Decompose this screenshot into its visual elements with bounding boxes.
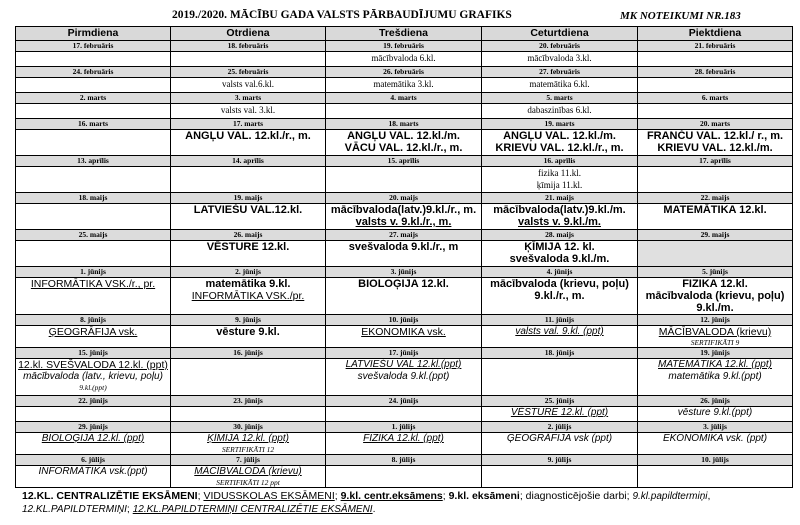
date-row bbox=[16, 396, 793, 407]
exam-cell bbox=[171, 278, 326, 315]
legend-line-2 bbox=[22, 503, 792, 516]
exam-row bbox=[16, 130, 793, 156]
exam-entry: matemātika 9.kl.(ppt) bbox=[668, 371, 762, 382]
exam-cell bbox=[326, 78, 482, 93]
legend-item: . bbox=[372, 503, 376, 515]
exam-cell bbox=[171, 167, 326, 193]
date-cell: 30. jūnijs bbox=[171, 422, 326, 433]
date-cell: 6. jūlijs bbox=[16, 455, 171, 466]
date-cell: 2. jūlijs bbox=[482, 422, 638, 433]
exam-entry: mācībvaloda (krievu, poļu) bbox=[645, 290, 785, 302]
exam-entry: ķīmija 11.kl. bbox=[536, 180, 583, 190]
exam-cell bbox=[326, 359, 482, 396]
date-cell: 21. maijs bbox=[482, 193, 638, 204]
exam-entry: valsts v. 9.kl./r., m. bbox=[355, 216, 452, 228]
date-cell: 19. februāris bbox=[326, 41, 482, 52]
date-cell: 26. februāris bbox=[326, 67, 482, 78]
exam-row bbox=[16, 204, 793, 230]
legend-item: 12.KL.PAPILDTERMIŅI CENTRALIZĒTIE EKSĀMENI bbox=[132, 504, 373, 515]
exam-cell bbox=[638, 466, 793, 488]
date-cell: 27. maijs bbox=[326, 230, 482, 241]
date-cell: 14. aprīlis bbox=[171, 156, 326, 167]
exam-cell bbox=[326, 204, 482, 230]
date-cell: 17. marts bbox=[171, 119, 326, 130]
legend-item: 9.kl.papildtermiņi bbox=[632, 491, 708, 502]
date-row bbox=[16, 41, 793, 52]
exam-row bbox=[16, 407, 793, 422]
date-cell: 10. jūlijs bbox=[638, 455, 793, 466]
exam-cell bbox=[171, 433, 326, 455]
exam-entry: MATEMĀTIKA 12.kl. (ppt) bbox=[658, 359, 772, 370]
date-cell: 15. jūnijs bbox=[16, 348, 171, 359]
exam-entry: valsts val.6.kl. bbox=[222, 79, 274, 89]
date-cell: 18. marts bbox=[326, 119, 482, 130]
exam-cell bbox=[482, 130, 638, 156]
exam-cell bbox=[482, 407, 638, 422]
exam-cell bbox=[16, 407, 171, 422]
exam-entry: mācībvaloda 3.kl. bbox=[527, 53, 592, 63]
exam-cell bbox=[16, 204, 171, 230]
date-cell: 28. maijs bbox=[482, 230, 638, 241]
exam-entry: FRANČU VAL. 12.kl./ r., m. bbox=[646, 130, 784, 142]
date-row bbox=[16, 267, 793, 278]
exam-entry: matemātika 6.kl. bbox=[529, 79, 590, 89]
weekday-header: Ceturtdiena bbox=[482, 27, 638, 41]
exam-cell bbox=[326, 466, 482, 488]
exam-entry: MĀCĪBVALODA (krievu) bbox=[658, 326, 772, 338]
date-cell: 21. februāris bbox=[638, 41, 793, 52]
exam-entry: mācībvaloda (krievu, poļu) bbox=[490, 278, 629, 290]
exam-cell bbox=[16, 130, 171, 156]
date-cell: 5. jūnijs bbox=[638, 267, 793, 278]
date-row bbox=[16, 119, 793, 130]
exam-entry: FIZIKA 12.kl. bbox=[682, 278, 748, 290]
exam-cell bbox=[326, 104, 482, 119]
date-cell: 12. jūnijs bbox=[638, 315, 793, 326]
date-cell: 24. februāris bbox=[16, 67, 171, 78]
exam-entry: mācībvaloda(latv.)9.kl./m. bbox=[493, 204, 626, 216]
exam-cell bbox=[326, 407, 482, 422]
exam-entry: vēsture 9.kl.(ppt) bbox=[677, 407, 753, 418]
exam-entry: BIOLOĢIJA 12.kl. bbox=[358, 278, 449, 290]
date-cell: 25. februāris bbox=[171, 67, 326, 78]
date-cell: 18. jūnijs bbox=[482, 348, 638, 359]
exam-entry: svešvaloda 9.kl./m. bbox=[509, 253, 610, 265]
date-cell: 1. jūlijs bbox=[326, 422, 482, 433]
exam-cell bbox=[482, 326, 638, 348]
date-row bbox=[16, 315, 793, 326]
weekday-header: Piektdiena bbox=[638, 27, 793, 41]
exam-entry: SERTIFIKĀTI 12 bbox=[221, 445, 275, 454]
exam-cell bbox=[482, 167, 638, 193]
exam-entry: matemātika 9.kl. bbox=[205, 278, 291, 290]
exam-schedule-table bbox=[15, 26, 793, 488]
exam-cell bbox=[638, 433, 793, 455]
exam-cell bbox=[171, 78, 326, 93]
date-cell: 17. jūnijs bbox=[326, 348, 482, 359]
exam-entry: KRIEVU VAL. 12.kl./r., m. bbox=[495, 142, 624, 154]
legend-item: 12.KL. CENTRALIZĒTIE EKSĀMENI bbox=[22, 490, 198, 502]
exam-cell bbox=[638, 204, 793, 230]
date-cell: 3. marts bbox=[171, 93, 326, 104]
date-cell: 23. jūnijs bbox=[171, 396, 326, 407]
exam-cell bbox=[638, 326, 793, 348]
date-cell: 24. jūnijs bbox=[326, 396, 482, 407]
regulation-reference: MK NOTEIKUMI NR.183 bbox=[620, 10, 741, 22]
date-cell: 18. maijs bbox=[16, 193, 171, 204]
exam-entry: matemātika 3.kl. bbox=[373, 79, 434, 89]
date-cell: 3. jūlijs bbox=[638, 422, 793, 433]
exam-cell bbox=[171, 407, 326, 422]
exam-entry: ANGĻU VAL. 12.kl./m. bbox=[347, 130, 460, 142]
date-cell: 17. februāris bbox=[16, 41, 171, 52]
date-cell: 13. aprīlis bbox=[16, 156, 171, 167]
exam-entry: INFORMĀTIKA VSK./r., pr. bbox=[30, 278, 156, 290]
exam-entry: EKONOMIKA vsk. (ppt) bbox=[662, 433, 768, 444]
exam-row bbox=[16, 278, 793, 315]
date-row bbox=[16, 422, 793, 433]
date-cell: 22. maijs bbox=[638, 193, 793, 204]
date-cell: 22. jūnijs bbox=[16, 396, 171, 407]
exam-cell bbox=[482, 466, 638, 488]
exam-entry: FIZIKA 12.kl. (ppt) bbox=[363, 433, 444, 444]
exam-cell bbox=[638, 407, 793, 422]
exam-entry: valsts val. 3.kl. bbox=[220, 105, 276, 115]
exam-cell bbox=[638, 278, 793, 315]
date-cell: 20. maijs bbox=[326, 193, 482, 204]
exam-cell bbox=[482, 104, 638, 119]
exam-cell bbox=[16, 433, 171, 455]
exam-entry: mācībvaloda (latv., krievu, poļu) bbox=[23, 371, 163, 382]
exam-entry: VĒSTURE 12.kl. (ppt) bbox=[510, 407, 609, 418]
date-cell: 15. aprīlis bbox=[326, 156, 482, 167]
exam-cell bbox=[326, 130, 482, 156]
exam-entry: ĶĪMIJA 12.kl. (ppt) bbox=[207, 433, 289, 444]
date-cell: 16. marts bbox=[16, 119, 171, 130]
exam-cell bbox=[638, 130, 793, 156]
legend-item: , bbox=[707, 490, 711, 502]
exam-cell bbox=[482, 204, 638, 230]
exam-entry: 12.kl. SVEŠVALODA 12.kl. (ppt) bbox=[18, 359, 168, 371]
exam-row bbox=[16, 104, 793, 119]
exam-cell bbox=[171, 326, 326, 348]
exam-cell bbox=[171, 52, 326, 67]
date-cell: 4. jūnijs bbox=[482, 267, 638, 278]
legend bbox=[22, 490, 792, 516]
legend-item: 9.kl. eksāmeni bbox=[448, 490, 520, 502]
exam-entry: 9.kl.(ppt) bbox=[79, 383, 107, 392]
date-cell: 2. jūnijs bbox=[171, 267, 326, 278]
date-cell: 25. jūnijs bbox=[482, 396, 638, 407]
schedule-body bbox=[16, 41, 793, 488]
date-cell: 6. marts bbox=[638, 93, 793, 104]
date-cell: 25. maijs bbox=[16, 230, 171, 241]
exam-entry: VĒSTURE 12.kl. bbox=[206, 241, 290, 253]
exam-entry: fizika 11.kl. bbox=[538, 168, 581, 178]
exam-cell bbox=[16, 278, 171, 315]
weekday-header: Trešdiena bbox=[326, 27, 482, 41]
date-cell: 9. jūnijs bbox=[171, 315, 326, 326]
legend-item: ; bbox=[197, 490, 204, 502]
exam-row bbox=[16, 167, 793, 193]
weekday-header: Otrdiena bbox=[171, 27, 326, 41]
exam-cell bbox=[171, 204, 326, 230]
exam-cell bbox=[171, 241, 326, 267]
date-row bbox=[16, 455, 793, 466]
exam-cell bbox=[482, 359, 638, 396]
weekday-header: Pirmdiena bbox=[16, 27, 171, 41]
exam-cell bbox=[326, 326, 482, 348]
legend-item: 9.kl. centr.eksāmens bbox=[340, 490, 443, 502]
legend-item: ; bbox=[334, 490, 341, 502]
exam-entry: ĢEOGRĀFIJA vsk (ppt) bbox=[506, 433, 613, 444]
exam-entry: BIOLOĢIJA 12.kl. (ppt) bbox=[41, 433, 145, 444]
exam-entry: KRIEVU VAL. 12.kl./m. bbox=[657, 142, 773, 154]
date-cell: 29. maijs bbox=[638, 230, 793, 241]
exam-entry: LATVIEŠU VAL.12.kl. bbox=[193, 204, 303, 216]
exam-row bbox=[16, 359, 793, 396]
date-cell: 20. februāris bbox=[482, 41, 638, 52]
weekday-header-row bbox=[16, 27, 793, 41]
exam-cell bbox=[171, 130, 326, 156]
exam-row bbox=[16, 326, 793, 348]
date-row bbox=[16, 156, 793, 167]
date-cell: 2. marts bbox=[16, 93, 171, 104]
exam-entry: mācībvaloda 6.kl. bbox=[371, 53, 436, 63]
exam-entry: MĀCĪBVALODA (krievu) bbox=[194, 466, 302, 477]
exam-cell bbox=[326, 52, 482, 67]
exam-cell bbox=[171, 359, 326, 396]
exam-entry: SERTIFIKĀTI 9 bbox=[690, 338, 740, 347]
date-cell: 18. februāris bbox=[171, 41, 326, 52]
exam-cell bbox=[482, 433, 638, 455]
legend-item: 12.KL.PAPILDTERMIŅI bbox=[22, 504, 127, 515]
date-cell: 5. marts bbox=[482, 93, 638, 104]
date-row bbox=[16, 193, 793, 204]
date-row bbox=[16, 93, 793, 104]
exam-entry: INFORMĀTIKA vsk.(ppt) bbox=[38, 466, 148, 477]
exam-entry: svešvaloda 9.kl.(ppt) bbox=[357, 371, 450, 382]
page-title: 2019./2020. MĀCĪBU GADA VALSTS PĀRBAUDĪJUMU GRAFIKS bbox=[172, 9, 512, 21]
page-header bbox=[0, 9, 800, 25]
legend-item: ; bbox=[126, 503, 133, 515]
exam-entry: mācībvaloda(latv.)9.kl./r., m. bbox=[330, 204, 477, 216]
exam-entry: EKONOMIKA vsk. bbox=[361, 326, 446, 338]
exam-cell bbox=[482, 278, 638, 315]
exam-entry: LATVIEŠU VAL 12.kl.(ppt) bbox=[345, 359, 462, 370]
legend-item: ; bbox=[442, 490, 449, 502]
exam-cell bbox=[171, 466, 326, 488]
date-cell: 19. jūnijs bbox=[638, 348, 793, 359]
exam-row bbox=[16, 52, 793, 67]
date-cell: 3. jūnijs bbox=[326, 267, 482, 278]
exam-cell bbox=[16, 104, 171, 119]
exam-cell bbox=[16, 326, 171, 348]
exam-entry: valsts val. 9.kl. (ppt) bbox=[515, 326, 604, 337]
date-cell: 26. maijs bbox=[171, 230, 326, 241]
exam-entry: ANGĻU VAL. 12.kl./r., m. bbox=[185, 130, 311, 142]
date-cell: 8. jūnijs bbox=[16, 315, 171, 326]
date-cell: 9. jūlijs bbox=[482, 455, 638, 466]
date-row bbox=[16, 67, 793, 78]
exam-cell bbox=[638, 359, 793, 396]
exam-cell bbox=[16, 241, 171, 267]
exam-cell bbox=[171, 104, 326, 119]
date-cell: 19. maijs bbox=[171, 193, 326, 204]
exam-cell bbox=[326, 241, 482, 267]
date-cell: 8. jūlijs bbox=[326, 455, 482, 466]
exam-entry: INFORMĀTIKA VSK./pr. bbox=[191, 290, 305, 302]
exam-entry: VĀCU VAL. 12.kl./r., m. bbox=[344, 142, 463, 154]
exam-entry: ĢEOGRĀFIJA vsk. bbox=[48, 326, 138, 338]
exam-entry: 9.kl./m. bbox=[696, 302, 734, 314]
date-cell: 20. marts bbox=[638, 119, 793, 130]
exam-cell bbox=[16, 359, 171, 396]
date-cell: 16. aprīlis bbox=[482, 156, 638, 167]
date-row bbox=[16, 348, 793, 359]
date-cell: 1. jūnijs bbox=[16, 267, 171, 278]
exam-entry: MATEMĀTIKA 12.kl. bbox=[663, 204, 767, 216]
exam-entry: SERTIFIKĀTI 12 ppt bbox=[216, 478, 280, 487]
date-cell: 17. aprīlis bbox=[638, 156, 793, 167]
exam-cell bbox=[326, 433, 482, 455]
exam-row bbox=[16, 78, 793, 93]
exam-entry: 9.kl./r., m. bbox=[534, 290, 585, 302]
date-cell: 10. jūnijs bbox=[326, 315, 482, 326]
exam-cell bbox=[16, 167, 171, 193]
exam-cell bbox=[326, 167, 482, 193]
exam-cell bbox=[16, 52, 171, 67]
exam-cell bbox=[482, 241, 638, 267]
date-cell: 7. jūlijs bbox=[171, 455, 326, 466]
exam-cell bbox=[326, 278, 482, 315]
exam-entry: svešvaloda 9.kl./r., m bbox=[348, 241, 459, 253]
exam-row bbox=[16, 433, 793, 455]
exam-entry: ANGĻU VAL. 12.kl./m. bbox=[503, 130, 616, 142]
exam-cell bbox=[638, 241, 793, 267]
exam-entry: dabaszinības 6.kl. bbox=[527, 105, 592, 115]
exam-cell bbox=[638, 104, 793, 119]
exam-row bbox=[16, 466, 793, 488]
exam-cell bbox=[482, 52, 638, 67]
legend-line-1 bbox=[22, 490, 792, 503]
exam-cell bbox=[638, 52, 793, 67]
date-cell: 29. jūnijs bbox=[16, 422, 171, 433]
exam-cell bbox=[16, 78, 171, 93]
exam-row bbox=[16, 241, 793, 267]
date-cell: 27. februāris bbox=[482, 67, 638, 78]
exam-cell bbox=[638, 78, 793, 93]
legend-item: VIDUSSKOLAS EKSĀMENI bbox=[203, 490, 335, 502]
exam-cell bbox=[482, 78, 638, 93]
exam-cell bbox=[16, 466, 171, 488]
exam-entry: vēsture 9.kl. bbox=[216, 326, 280, 338]
date-row bbox=[16, 230, 793, 241]
date-cell: 11. jūnijs bbox=[482, 315, 638, 326]
date-cell: 28. februāris bbox=[638, 67, 793, 78]
date-cell: 19. marts bbox=[482, 119, 638, 130]
exam-entry: valsts v. 9.kl./m. bbox=[518, 216, 601, 228]
date-cell: 26. jūnijs bbox=[638, 396, 793, 407]
exam-cell bbox=[638, 167, 793, 193]
date-cell: 16. jūnijs bbox=[171, 348, 326, 359]
legend-item: ; diagnosticējošie darbi; bbox=[519, 490, 633, 502]
date-cell: 4. marts bbox=[326, 93, 482, 104]
exam-entry: ĶĪMIJA 12. kl. bbox=[524, 241, 595, 253]
